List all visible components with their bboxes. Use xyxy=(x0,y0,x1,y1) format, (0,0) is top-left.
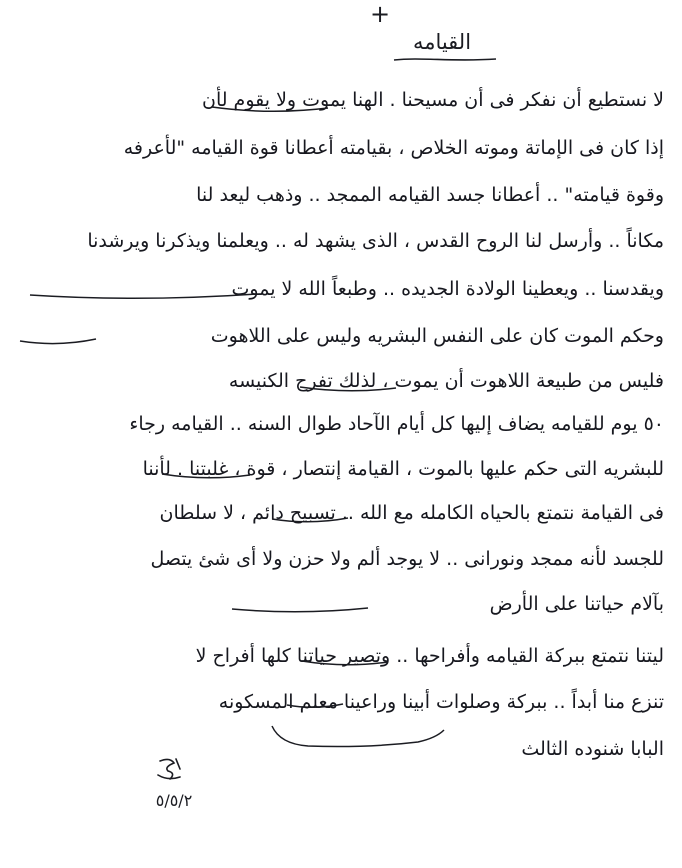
kashida-stroke xyxy=(230,604,370,616)
kashida-stroke xyxy=(18,336,98,348)
signature-initials-icon xyxy=(150,755,190,789)
cross-mark: + xyxy=(369,0,391,28)
text-line: ليتنا نتمتع ببركة القيامه وأفراحها .. وتصير حياتنا كلها أفراح لا xyxy=(195,645,664,667)
kashida-stroke xyxy=(28,290,258,302)
text-line: وقوة قيامته" .. أعطانا جسد القيامه الممجد .. وذهب ليعد لنا xyxy=(196,184,664,206)
signature-date: ٥/٥/٢ xyxy=(155,791,193,810)
text-line: بآلام حياتنا على الأرض xyxy=(489,593,664,615)
kashida-stroke xyxy=(298,383,398,395)
text-line: لا نستطيع أن نفكر فى أن مسيحنا . الهنا يموت ولا يقوم لأن xyxy=(201,89,664,111)
text-line: إذا كان فى الإماتة وموته الخلاص ، بقيامته أعطانا قوة القيامه "لأعرفه xyxy=(123,137,664,159)
text-line: تنزع منا أبداً .. ببركة وصلوات أبينا وراعينا معلم المسكونه xyxy=(218,691,664,713)
text-line: البابا شنوده الثالث xyxy=(521,738,664,760)
kashida-stroke xyxy=(285,700,345,712)
kashida-stroke xyxy=(160,470,252,482)
text-line: مكاناً .. وأرسل لنا الروح القدس ، الذى يشهد له .. ويعلمنا ويذكرنا ويرشدنا xyxy=(87,230,664,252)
title-underline xyxy=(392,56,500,64)
text-line: فى القيامة نتمتع بالحياه الكامله مع الله .. تسبيح دائم ، لا سلطان xyxy=(159,502,664,524)
text-line: للبشريه التى حكم عليها بالموت ، القيامة إنتصار ، قوة ، غلبتنا . لأننا xyxy=(142,458,664,480)
text-line: للجسد لأنه ممجد ونورانى .. لا يوجد ألم ولا حزن ولا أى شئ يتصل xyxy=(150,548,664,570)
text-line: ويقدسنا .. ويعطينا الولادة الجديده .. وطبعاً الله لا يموت xyxy=(231,278,664,300)
text-line: وحكم الموت كان على النفس البشريه وليس على اللاهوت xyxy=(210,325,664,347)
kashida-stroke xyxy=(270,514,350,526)
kashida-stroke xyxy=(210,103,330,115)
kashida-stroke xyxy=(300,657,390,669)
text-line: فليس من طبيعة اللاهوت أن يموت ، لذلك تفرح الكنيسه xyxy=(228,370,664,392)
signature-flourish xyxy=(268,722,448,752)
text-line: ٥٠ يوم للقيامه يضاف إليها كل أيام الآحاد طوال السنه .. القيامه رجاء xyxy=(129,413,664,435)
page-title: القيامه xyxy=(412,30,472,54)
